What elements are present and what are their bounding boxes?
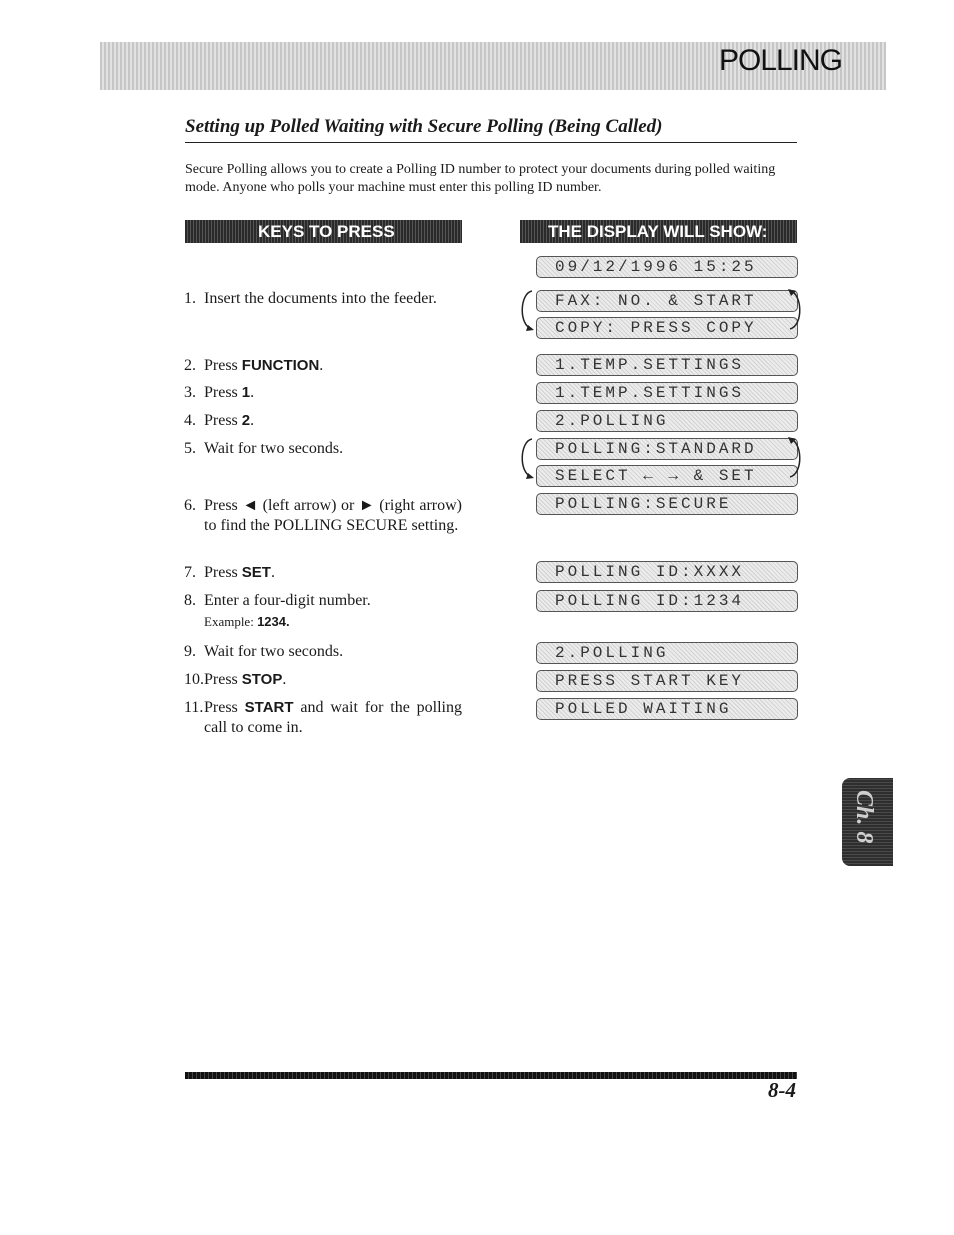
step-text: Insert the documents into the feeder.: [204, 290, 437, 307]
step-text-end: .: [250, 384, 255, 401]
step-text-end: .: [250, 412, 255, 429]
keys-to-press-label: KEYS TO PRESS: [258, 222, 395, 241]
step-5: [184, 439, 462, 459]
step-text: Press: [204, 357, 242, 374]
chapter-tab-label: Ch. 8: [851, 790, 877, 844]
step-number: 8.: [184, 592, 196, 609]
step-text-end: .: [319, 357, 324, 374]
step-number: 6.: [184, 497, 196, 514]
step-text: Wait for two seconds.: [204, 643, 344, 660]
page-number: 8-4: [768, 1078, 796, 1102]
step-text: Enter a four-digit number.: [204, 592, 371, 609]
step-number: 9.: [184, 643, 196, 660]
lcd-display: 2.POLLING: [536, 642, 798, 664]
lcd-display: FAX: NO. & START: [536, 290, 798, 312]
step-text: Press: [204, 564, 242, 581]
lcd-display: 09/12/1996 15:25: [536, 256, 798, 278]
key-name: 1: [241, 384, 251, 401]
example-value: 1234.: [257, 614, 290, 629]
intro-paragraph: Secure Polling allows you to create a Polling ID number to protect your documents during polled waiting mode. Anyone who polls your machine must enter this polling ID number.: [185, 162, 776, 195]
step-number: 4.: [184, 412, 196, 429]
cycle-bracket-right-icon: [786, 435, 810, 481]
step-number: 11.: [184, 699, 204, 716]
step-text: Press ◄ (left arrow) or ► (right arrow) to find the POLLING SECURE setting.: [204, 497, 462, 534]
step-example: [204, 612, 462, 632]
cycle-bracket-left-icon: [512, 435, 536, 481]
lcd-display: COPY: PRESS COPY: [536, 317, 798, 339]
step-number: 7.: [184, 564, 196, 581]
lcd-display: PRESS START KEY: [536, 670, 798, 692]
step-10: [184, 670, 462, 690]
key-name: SET: [241, 564, 271, 581]
step-text-end: .: [282, 671, 287, 688]
step-text-end: .: [270, 564, 275, 581]
lcd-display: 2.POLLING: [536, 410, 798, 432]
chapter-tab: [842, 778, 893, 866]
step-2: [184, 356, 462, 376]
footer-rule: [185, 1072, 797, 1079]
header-bar: [100, 42, 886, 90]
step-4: [184, 411, 462, 431]
step-number: 3.: [184, 384, 196, 401]
step-text-end: and wait for the polling call to come in.: [204, 699, 463, 736]
key-name: STOP: [241, 671, 283, 688]
section-title: Setting up Polled Waiting with Secure Polling (Being Called): [185, 116, 797, 143]
step-text: Press: [204, 699, 245, 716]
lcd-display: POLLING:SECURE: [536, 493, 798, 515]
step-11: [184, 698, 462, 738]
step-8: [184, 591, 462, 632]
step-3: [184, 383, 462, 403]
step-text: Press: [204, 384, 242, 401]
key-name: FUNCTION: [241, 357, 320, 374]
step-7: [184, 563, 462, 583]
lcd-display: POLLING ID:1234: [536, 590, 798, 612]
step-number: 10.: [184, 671, 204, 688]
step-text: Press: [204, 671, 242, 688]
step-number: 2.: [184, 357, 196, 374]
lcd-display: POLLING ID:XXXX: [536, 561, 798, 583]
step-text: Wait for two seconds.: [204, 440, 344, 457]
step-1: [184, 289, 462, 309]
cycle-bracket-left-icon: [512, 287, 536, 333]
lcd-display: SELECT ← → & SET: [536, 465, 798, 487]
step-number: 1.: [184, 290, 196, 307]
display-will-show-header: [520, 220, 797, 243]
page-header-title: POLLING: [718, 44, 842, 77]
lcd-display: POLLING:STANDARD: [536, 438, 798, 460]
lcd-display: POLLED WAITING: [536, 698, 798, 720]
key-name: START: [244, 699, 294, 716]
cycle-bracket-right-icon: [786, 287, 810, 333]
step-9: [184, 642, 462, 662]
display-will-show-label: THE DISPLAY WILL SHOW:: [548, 222, 768, 241]
keys-to-press-header: [185, 220, 462, 243]
step-text: Press: [204, 412, 242, 429]
key-name: 2: [241, 412, 251, 429]
lcd-display: 1.TEMP.SETTINGS: [536, 382, 798, 404]
step-number: 5.: [184, 440, 196, 457]
example-label: Example:: [204, 614, 258, 629]
step-6: [184, 496, 462, 536]
lcd-display: 1.TEMP.SETTINGS: [536, 354, 798, 376]
